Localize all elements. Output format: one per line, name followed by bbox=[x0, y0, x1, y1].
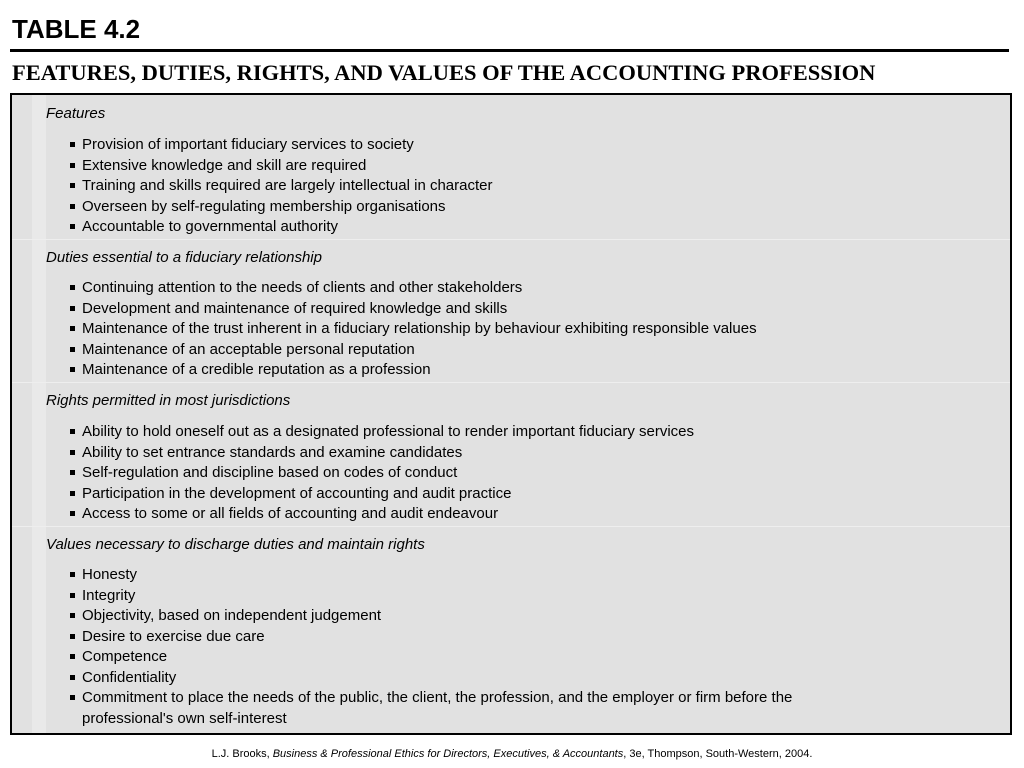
duties-list bbox=[68, 278, 757, 381]
table-content bbox=[12, 95, 1010, 733]
list-item: Maintenance of a credible reputation as a profession bbox=[68, 360, 757, 381]
rights-list bbox=[68, 422, 694, 525]
list-item: Confidentiality bbox=[68, 668, 792, 689]
section-heading-values: Values necessary to discharge duties and maintain rights bbox=[46, 536, 425, 553]
bullet-square-icon bbox=[70, 285, 75, 290]
list-item: Participation in the development of accounting and audit practice bbox=[68, 484, 694, 505]
list-item: Training and skills required are largely intellectual in character bbox=[68, 176, 492, 197]
bullet-square-icon bbox=[70, 675, 75, 680]
list-item: Maintenance of an acceptable personal reputation bbox=[68, 340, 757, 361]
list-item: Commitment to place the needs of the public, the client, the profession, and the employer or firm before the bbox=[68, 688, 792, 709]
table-title: FEATURES, DUTIES, RIGHTS, AND VALUES OF THE ACCOUNTING PROFESSION bbox=[12, 60, 876, 85]
bullet-square-icon bbox=[70, 224, 75, 229]
bullet-square-icon bbox=[70, 347, 75, 352]
list-item: Honesty bbox=[68, 565, 792, 586]
bullet-square-icon bbox=[70, 204, 75, 209]
bullet-square-icon bbox=[70, 142, 75, 147]
list-item: Overseen by self-regulating membership organisations bbox=[68, 197, 492, 218]
citation-book-title: Business & Professional Ethics for Directors, Executives, & Accountants bbox=[272, 748, 624, 760]
list-item: Maintenance of the trust inherent in a fiduciary relationship by behaviour exhibiting responsible values bbox=[68, 319, 757, 340]
bullet-square-icon bbox=[70, 613, 75, 618]
table-box bbox=[10, 93, 1012, 735]
bullet-square-icon bbox=[70, 429, 75, 434]
list-item: Integrity bbox=[68, 586, 792, 607]
list-item: Ability to hold oneself out as a designated professional to render important fiduciary services bbox=[68, 422, 694, 443]
bullet-square-icon bbox=[70, 367, 75, 372]
source-citation bbox=[0, 747, 1024, 761]
bullet-square-icon bbox=[70, 593, 75, 598]
list-item: Provision of important fiduciary services to society bbox=[68, 135, 492, 156]
bullet-square-icon bbox=[70, 695, 75, 700]
bullet-square-icon bbox=[70, 511, 75, 516]
bullet-square-icon bbox=[70, 450, 75, 455]
citation-author: L.J. Brooks, bbox=[211, 748, 273, 760]
table-number: TABLE 4.2 bbox=[12, 14, 141, 44]
title-rule bbox=[10, 49, 1009, 52]
list-item: Accountable to governmental authority bbox=[68, 217, 492, 238]
list-item-continuation: professional's own self-interest bbox=[82, 709, 287, 727]
list-item: Development and maintenance of required knowledge and skills bbox=[68, 299, 757, 320]
list-item: Extensive knowledge and skill are required bbox=[68, 156, 492, 177]
list-item: Continuing attention to the needs of clients and other stakeholders bbox=[68, 278, 757, 299]
citation-publication: , 3e, Thompson, South-Western, 2004. bbox=[623, 748, 813, 760]
bullet-square-icon bbox=[70, 183, 75, 188]
bullet-square-icon bbox=[70, 634, 75, 639]
list-item: Competence bbox=[68, 647, 792, 668]
bullet-square-icon bbox=[70, 572, 75, 577]
bullet-square-icon bbox=[70, 491, 75, 496]
bullet-square-icon bbox=[70, 306, 75, 311]
list-item: Desire to exercise due care bbox=[68, 627, 792, 648]
bullet-square-icon bbox=[70, 326, 75, 331]
values-list bbox=[68, 565, 792, 729]
section-heading-rights: Rights permitted in most jurisdictions bbox=[46, 392, 291, 409]
section-heading-duties: Duties essential to a fiduciary relationship bbox=[46, 249, 322, 266]
list-item: Ability to set entrance standards and examine candidates bbox=[68, 443, 694, 464]
bullet-square-icon bbox=[70, 470, 75, 475]
bullet-square-icon bbox=[70, 163, 75, 168]
bullet-square-icon bbox=[70, 654, 75, 659]
list-item: Objectivity, based on independent judgement bbox=[68, 606, 792, 627]
features-list bbox=[68, 135, 492, 238]
section-heading-features: Features bbox=[46, 105, 106, 122]
list-item: Access to some or all fields of accounting and audit endeavour bbox=[68, 504, 694, 525]
list-item: Self-regulation and discipline based on codes of conduct bbox=[68, 463, 694, 484]
